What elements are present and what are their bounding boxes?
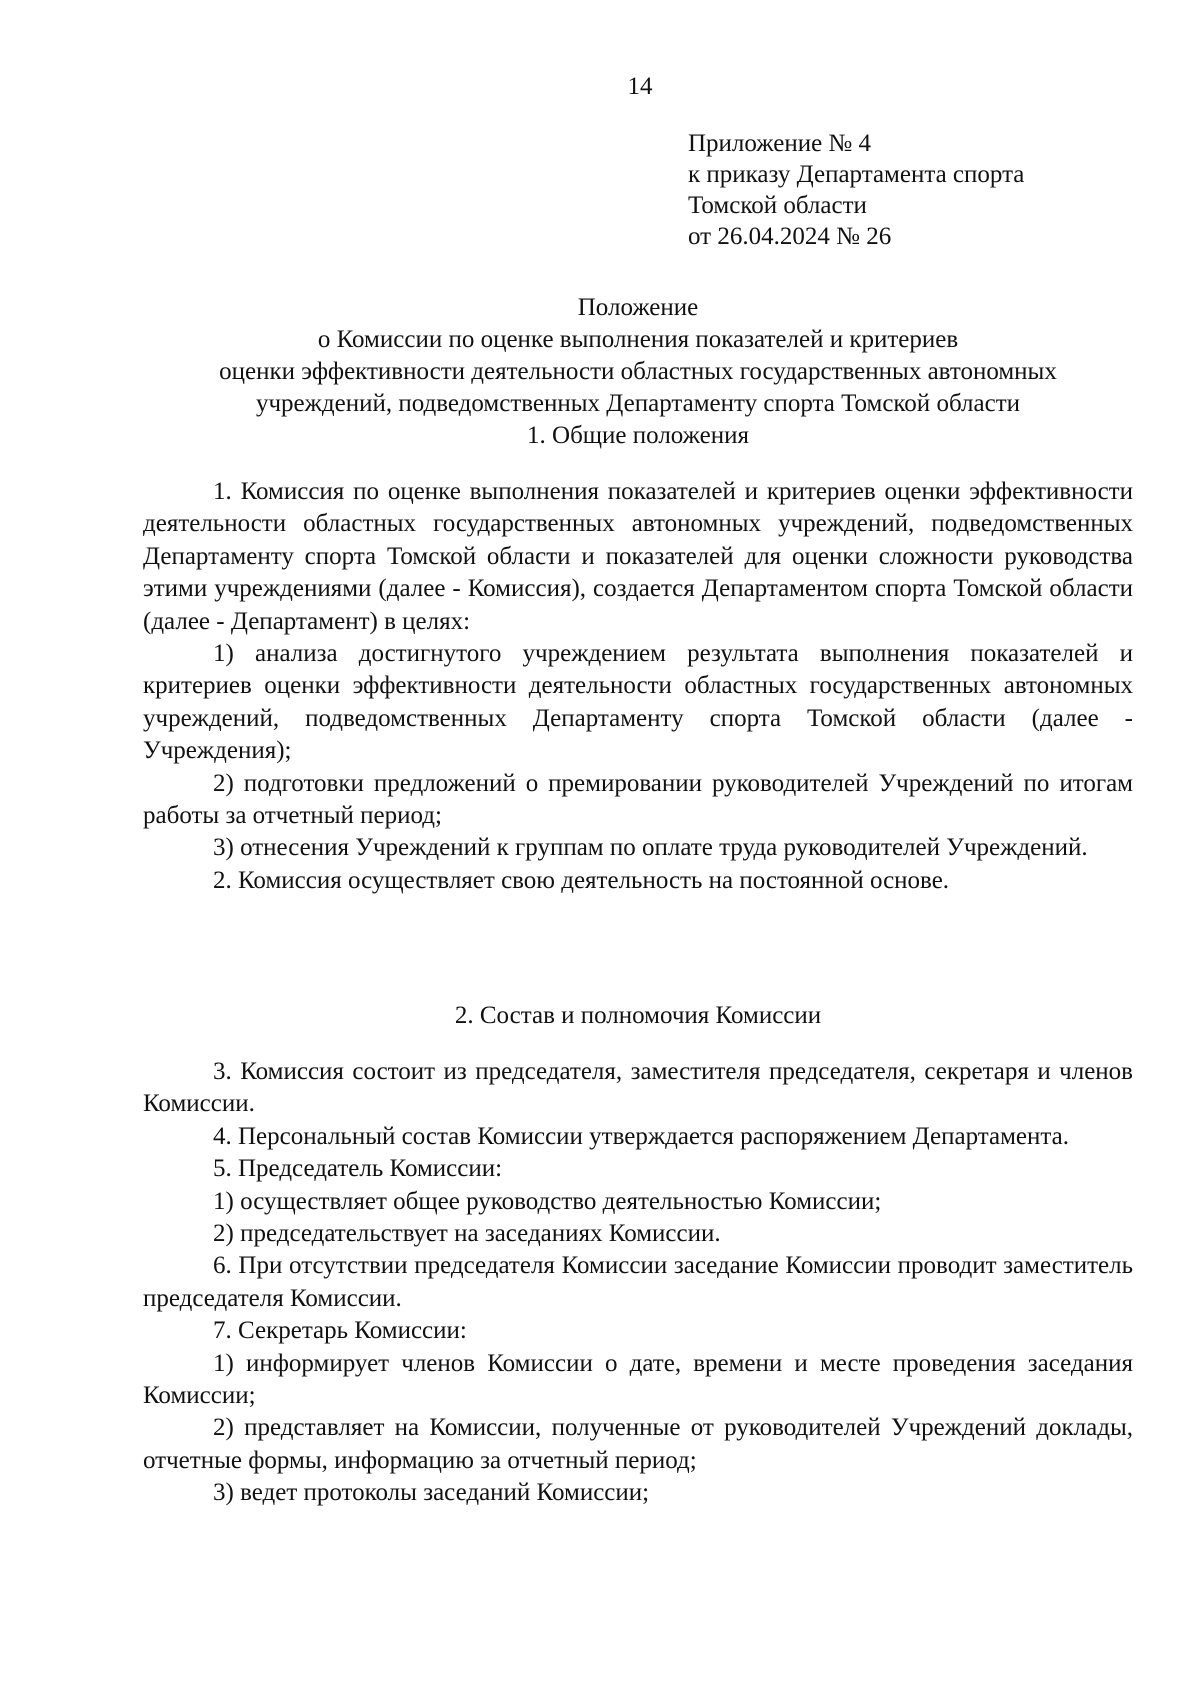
paragraph: 1) осуществляет общее руководство деятельностью Комиссии; (213, 1187, 882, 1215)
appendix-line: от 26.04.2024 № 26 (688, 223, 892, 250)
appendix-line: к приказу Департамента спорта (688, 161, 1025, 188)
title-line: о Комиссии по оценке выполнения показателей и критериев (317, 326, 959, 353)
paragraph: 2. Комиссия осуществляет свою деятельность на постоянной основе. (213, 866, 950, 894)
paragraph: 2) подготовки предложений о премировании руководителей Учреждений по итогам работы за отчетный период; (143, 769, 1133, 830)
title-line: учреждений, подведомственных Департаменту спорта Томской области (255, 390, 1021, 417)
paragraph: 6. При отсутствии председателя Комиссии заседание Комиссии проводит заместитель председателя Комиссии. (143, 1252, 1133, 1312)
paragraph: 3) отнесения Учреждений к группам по оплате труда руководителей Учреждений. (213, 834, 1088, 862)
section-heading-2: 2. Состав и полномочия Комиссии (454, 1002, 822, 1029)
paragraph: 2) председательствует на заседаниях Комиссии. (213, 1220, 721, 1248)
paragraph: 4. Персональный состав Комиссии утверждается распоряжением Департамента. (213, 1122, 1069, 1150)
title-line: оценки эффективности деятельности областных государственных автономных (219, 358, 1057, 385)
title-line: Положение (577, 294, 699, 321)
appendix-line: Приложение № 4 (688, 130, 872, 157)
section-heading-1: 1. Общие положения (527, 422, 749, 449)
paragraph: 1) информирует членов Комиссии о дате, времени и месте проведения заседания Комиссии; (143, 1349, 1133, 1410)
page-number: 14 (627, 73, 653, 100)
section-1-body (143, 476, 1133, 897)
paragraph: 1) анализа достигнутого учреждением результата выполнения показателей и критериев оценки эффективности деятельности областных государственных автономных учреждений, подведомственных Департаменту спорта Томской области (далее - Учреждения); (143, 640, 1133, 765)
paragraph: 7. Секретарь Комиссии: (213, 1317, 467, 1345)
document-title (143, 292, 1133, 420)
appendix-reference (688, 128, 1024, 252)
paragraph: 2) представляет на Комиссии, полученные от руководителей Учреждений доклады, отчетные формы, информацию за отчетный период; (143, 1414, 1133, 1474)
paragraph: 3) ведет протоколы заседаний Комиссии; (213, 1479, 650, 1507)
appendix-line: Томской области (688, 192, 867, 219)
paragraph: 3. Комиссия состоит из председателя, заместителя председателя, секретаря и членов Комиссии. (143, 1058, 1133, 1118)
paragraph: 5. Председатель Комиссии: (213, 1155, 503, 1183)
paragraph: 1. Комиссия по оценке выполнения показателей и критериев оценки эффективности деятельности областных государственных автономных учреждений, подведомственных Департаменту спорта Томской области и показателей для оценки сложности руководства этими учреждениями (далее - Комиссия), создается Департаментом спорта Томской области (далее - Департамент) в целях: (143, 478, 1133, 635)
section-2-body (143, 1056, 1133, 1510)
